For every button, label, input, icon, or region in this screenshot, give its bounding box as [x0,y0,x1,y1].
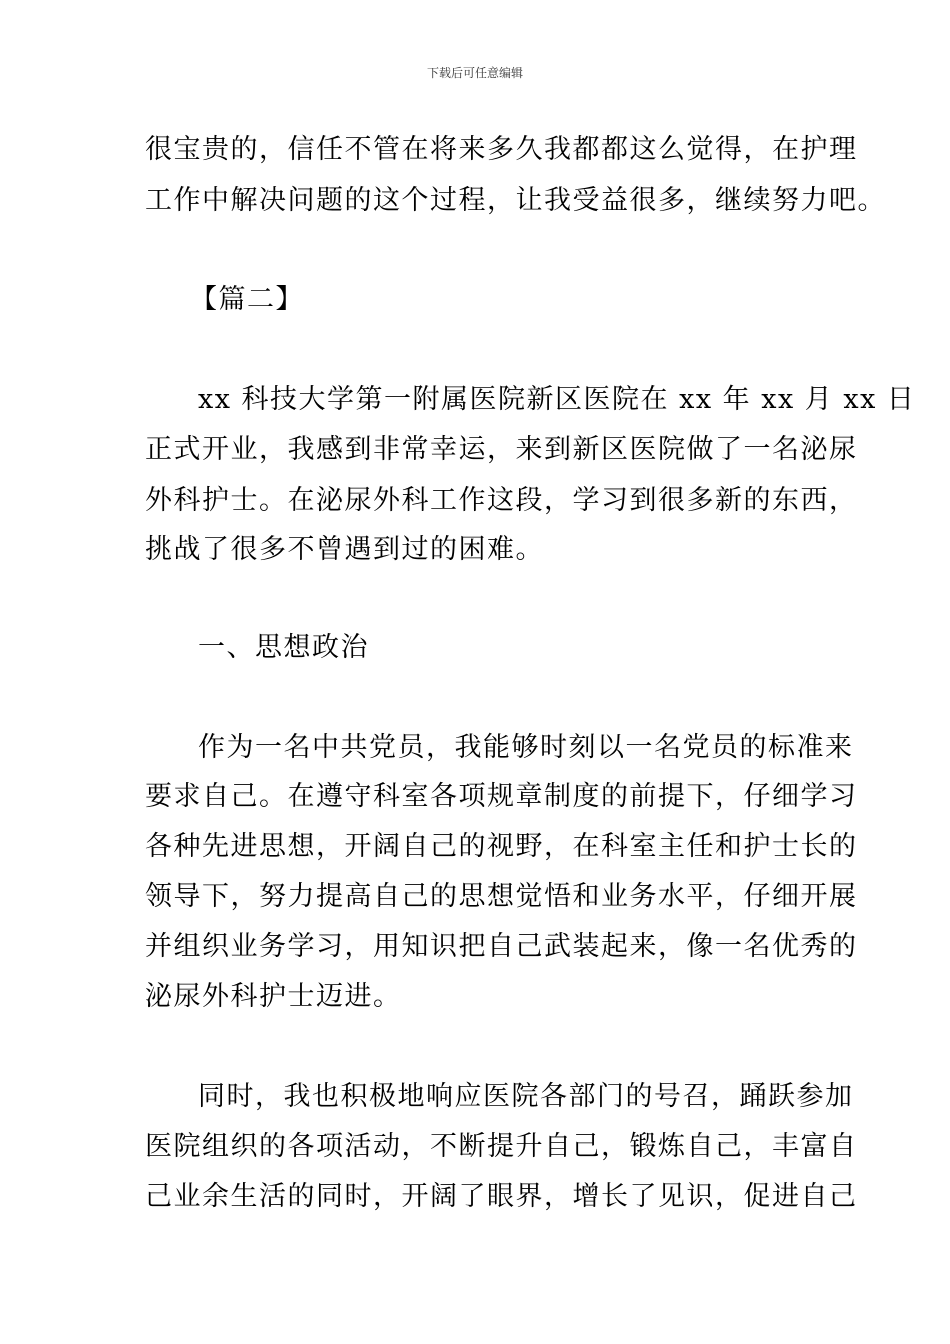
text-line: 外科护士。在泌尿外科工作这段，学习到很多新的东西， [145,485,858,516]
text-line: 并组织业务学习，用知识把自己武装起来，像一名优秀的 [145,931,858,962]
text-line: 要求自己。在遵守科室各项规章制度的前提下，仔细学习 [145,781,858,812]
text-line: 泌尿外科护士迈进。 [145,981,402,1012]
text-line: 医院组织的各项活动，不断提升自己，锻炼自己，丰富自 [145,1131,858,1162]
text-line: 很宝贵的，信任不管在将来多久我都都这么觉得，在护理 [145,134,858,165]
text-line: 正式开业，我感到非常幸运，来到新区医院做了一名泌尿 [145,434,858,465]
text-line: xx 科技大学第一附属医院新区医院在 xx 年 xx 月 xx 日 [198,384,916,415]
text-line: 领导下，努力提高自己的思想觉悟和业务水平，仔细开展 [145,881,858,912]
text-line: 作为一名中共党员，我能够时刻以一名党员的标准来 [198,732,854,763]
text-line: 各种先进思想，开阔自己的视野，在科室主任和护士长的 [145,831,858,862]
page-header: 下载后可任意编辑 [426,66,523,80]
section-heading: 【篇二】 [190,284,304,315]
text-line: 挑战了很多不曾遇到过的困难。 [145,534,544,565]
subsection-heading: 一、思想政治 [198,632,369,663]
text-line: 同时，我也积极地响应医院各部门的号召，踊跃参加 [198,1081,854,1112]
text-line: 工作中解决问题的这个过程，让我受益很多，继续努力吧。 [145,185,886,216]
text-line: 己业余生活的同时，开阔了眼界，增长了见识，促进自己 [145,1181,858,1212]
